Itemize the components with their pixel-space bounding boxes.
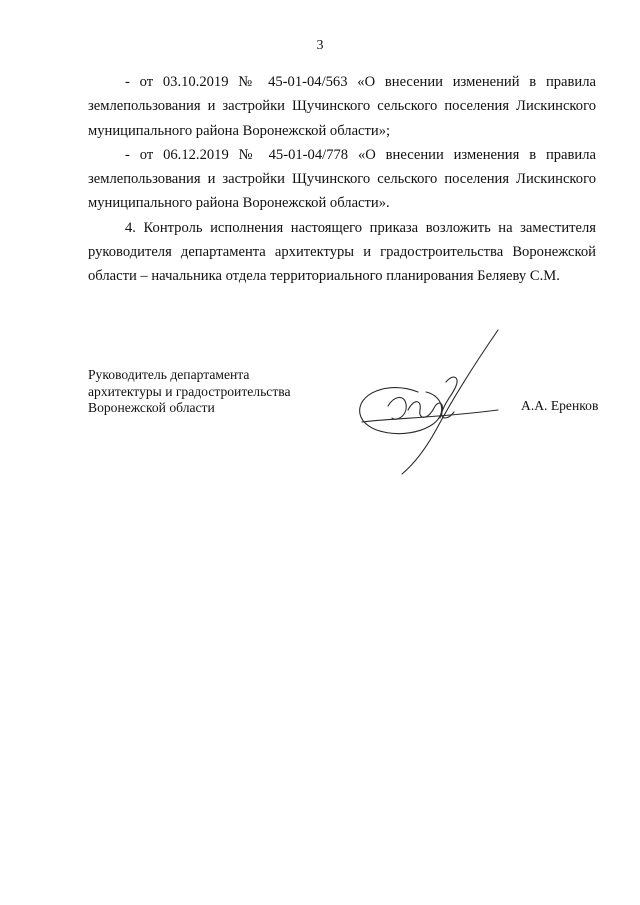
paragraph-amendment-1: - от 03.10.2019 № 45-01-04/563 «О внесении изменений в правила землепользования и застройки Щучинского сельского поселения Лискинского муниципального района Воронежской области»; (88, 74, 596, 139)
handwritten-signature (348, 322, 508, 482)
signatory-position-line-3: Воронежской области (88, 400, 215, 415)
document-body (88, 70, 596, 289)
signatory-name: А.А. Еренков (521, 398, 599, 413)
signatory-position-line-2: архитектуры и градостроительства (88, 383, 291, 399)
signatory-position-line-1: Руководитель департамента (88, 367, 250, 382)
paragraph-control-clause: 4. Контроль исполнения настоящего приказа возложить на заместителя руководителя департамента архитектуры и градостроительства Воронежской области – начальника отдела территориального планирования Беляеву С.М. (88, 219, 596, 285)
signature-stroke-loop (360, 388, 442, 434)
signature-stroke-underline (362, 410, 498, 422)
page-number: 3 (316, 38, 324, 53)
signatory-position (88, 367, 291, 417)
paragraph-amendment-2: - от 06.12.2019 № 45-01-04/778 «О внесении изменения в правила землепользования и застройки Щучинского сельского поселения Лискинского муниципального района Воронежской области». (88, 146, 596, 212)
